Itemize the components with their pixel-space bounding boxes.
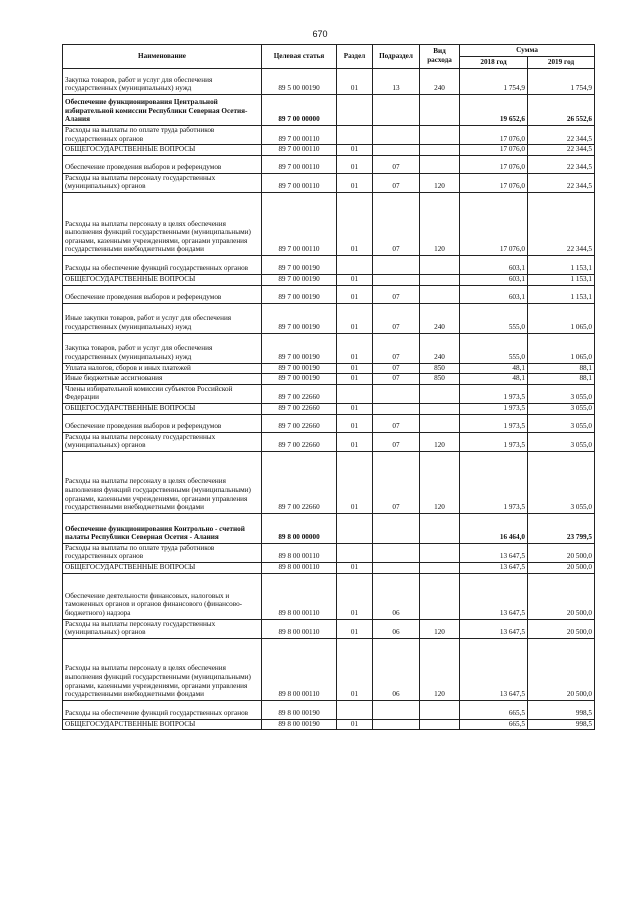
- cell-name: Обеспечение функционирования Контрольно - счетной палаты Республики Северная Осетия - Алания: [63, 513, 262, 543]
- table-row: [63, 619, 595, 638]
- cell-name: Уплата налогов, сборов и иных платежей: [63, 363, 262, 374]
- cell-subsection: 07: [373, 374, 420, 385]
- cell-expense-type: [420, 573, 460, 619]
- table-row: [63, 333, 595, 363]
- cell-2018: 1 973,5: [460, 384, 528, 403]
- cell-subsection: 06: [373, 619, 420, 638]
- cell-subsection: 07: [373, 333, 420, 363]
- table-row: [63, 451, 595, 513]
- cell-2019: 20 500,0: [528, 638, 595, 700]
- cell-subsection: [373, 274, 420, 285]
- cell-2018: 1 754,9: [460, 69, 528, 95]
- cell-target: 89 7 00 22660: [262, 403, 337, 414]
- cell-name: Расходы на выплаты персоналу в целях обеспечения выполнения функций государственными (муниципальными) органами, казенными учреждениями, органами управления государственными внебюджетными фондами: [63, 451, 262, 513]
- cell-2019: 998,5: [528, 719, 595, 730]
- cell-target: 89 8 00 00110: [262, 543, 337, 562]
- table-row: [63, 573, 595, 619]
- table-row: [63, 155, 595, 173]
- cell-section: 01: [337, 432, 373, 451]
- cell-section: [337, 126, 373, 145]
- cell-2019: 88,1: [528, 363, 595, 374]
- cell-subsection: 07: [373, 432, 420, 451]
- cell-2019: 20 500,0: [528, 543, 595, 562]
- table-row: [63, 384, 595, 403]
- cell-subsection: 07: [373, 285, 420, 303]
- cell-subsection: 06: [373, 573, 420, 619]
- cell-target: 89 8 00 00110: [262, 573, 337, 619]
- cell-expense-type: [420, 719, 460, 730]
- cell-target: 89 7 00 00190: [262, 374, 337, 385]
- cell-expense-type: [420, 95, 460, 126]
- cell-2019: 1 065,0: [528, 333, 595, 363]
- cell-target: 89 7 00 00190: [262, 274, 337, 285]
- cell-expense-type: [420, 145, 460, 156]
- cell-2018: 17 076,0: [460, 192, 528, 255]
- table-row: [63, 638, 595, 700]
- cell-target: 89 5 00 00190: [262, 69, 337, 95]
- header-name: Наименование: [63, 45, 262, 69]
- cell-section: 01: [337, 638, 373, 700]
- cell-target: 89 8 00 00110: [262, 619, 337, 638]
- cell-expense-type: 850: [420, 374, 460, 385]
- cell-name: ОБЩЕГОСУДАРСТВЕННЫЕ ВОПРОСЫ: [63, 719, 262, 730]
- table-row: [63, 95, 595, 126]
- cell-2019: 22 344,5: [528, 155, 595, 173]
- cell-2018: 13 647,5: [460, 638, 528, 700]
- cell-expense-type: 120: [420, 173, 460, 192]
- cell-2018: 48,1: [460, 363, 528, 374]
- cell-expense-type: 240: [420, 303, 460, 333]
- cell-2019: 3 055,0: [528, 414, 595, 432]
- cell-2019: 1 153,1: [528, 255, 595, 274]
- table-row: [63, 700, 595, 719]
- cell-expense-type: [420, 126, 460, 145]
- cell-subsection: 07: [373, 414, 420, 432]
- cell-expense-type: [420, 155, 460, 173]
- cell-subsection: 07: [373, 155, 420, 173]
- cell-subsection: 07: [373, 363, 420, 374]
- cell-section: 01: [337, 192, 373, 255]
- cell-2019: 998,5: [528, 700, 595, 719]
- cell-name: Обеспечение деятельности финансовых, налоговых и таможенных органов и органов финансового (финансово-бюджетного) надзора: [63, 573, 262, 619]
- cell-target: 89 7 00 00110: [262, 155, 337, 173]
- cell-2018: 17 076,0: [460, 173, 528, 192]
- cell-name: Расходы на выплаты персоналу в целях обеспечения выполнения функций государственными (муниципальными) органами, казенными учреждениями, органами управления государственными внебюджетными фондами: [63, 638, 262, 700]
- cell-expense-type: 120: [420, 619, 460, 638]
- budget-table: [62, 44, 595, 730]
- cell-target: 89 8 00 00190: [262, 719, 337, 730]
- cell-section: 01: [337, 363, 373, 374]
- cell-2019: 3 055,0: [528, 432, 595, 451]
- cell-subsection: [373, 145, 420, 156]
- table-row: [63, 432, 595, 451]
- cell-2018: 555,0: [460, 333, 528, 363]
- cell-2019: 1 153,1: [528, 285, 595, 303]
- cell-target: 89 7 00 22660: [262, 414, 337, 432]
- cell-subsection: [373, 255, 420, 274]
- cell-2018: 1 973,5: [460, 403, 528, 414]
- cell-subsection: [373, 719, 420, 730]
- cell-section: 01: [337, 173, 373, 192]
- cell-subsection: [373, 513, 420, 543]
- cell-2018: 1 973,5: [460, 414, 528, 432]
- cell-2019: 20 500,0: [528, 619, 595, 638]
- cell-target: 89 8 00 00110: [262, 638, 337, 700]
- cell-expense-type: [420, 513, 460, 543]
- table-row: [63, 285, 595, 303]
- cell-2019: 3 055,0: [528, 384, 595, 403]
- table-row: [63, 543, 595, 562]
- cell-2019: 20 500,0: [528, 573, 595, 619]
- cell-2019: 88,1: [528, 374, 595, 385]
- cell-section: [337, 255, 373, 274]
- cell-expense-type: [420, 414, 460, 432]
- cell-expense-type: 120: [420, 432, 460, 451]
- cell-name: Закупка товаров, работ и услуг для обеспечения государственных (муниципальных) нужд: [63, 69, 262, 95]
- cell-subsection: [373, 384, 420, 403]
- cell-2019: 22 344,5: [528, 145, 595, 156]
- cell-2018: 665,5: [460, 700, 528, 719]
- cell-section: 01: [337, 451, 373, 513]
- cell-2018: 1 973,5: [460, 432, 528, 451]
- cell-target: 89 8 00 00110: [262, 562, 337, 573]
- cell-section: 01: [337, 414, 373, 432]
- cell-expense-type: [420, 543, 460, 562]
- cell-name: Члены избирательной комиссии субъектов Российской Федерации: [63, 384, 262, 403]
- cell-name: ОБЩЕГОСУДАРСТВЕННЫЕ ВОПРОСЫ: [63, 145, 262, 156]
- cell-expense-type: [420, 562, 460, 573]
- cell-target: 89 7 00 00110: [262, 126, 337, 145]
- cell-2018: 603,1: [460, 285, 528, 303]
- cell-name: Расходы на выплаты по оплате труда работников государственных органов: [63, 543, 262, 562]
- cell-2018: 17 076,0: [460, 145, 528, 156]
- table-row: [63, 274, 595, 285]
- table-row: [63, 363, 595, 374]
- cell-name: Расходы на обеспечение функций государственных органов: [63, 700, 262, 719]
- cell-subsection: 07: [373, 173, 420, 192]
- cell-target: 89 7 00 22660: [262, 432, 337, 451]
- cell-target: 89 7 00 22660: [262, 384, 337, 403]
- cell-name: ОБЩЕГОСУДАРСТВЕННЫЕ ВОПРОСЫ: [63, 403, 262, 414]
- header-year-2018: 2018 год: [460, 57, 528, 69]
- table-body: [63, 69, 595, 730]
- cell-expense-type: 240: [420, 69, 460, 95]
- cell-2019: 22 344,5: [528, 192, 595, 255]
- cell-expense-type: [420, 403, 460, 414]
- cell-target: 89 7 00 00110: [262, 192, 337, 255]
- cell-target: 89 7 00 00000: [262, 95, 337, 126]
- cell-subsection: [373, 562, 420, 573]
- cell-section: 01: [337, 69, 373, 95]
- cell-section: 01: [337, 285, 373, 303]
- cell-expense-type: 850: [420, 363, 460, 374]
- cell-subsection: [373, 403, 420, 414]
- cell-name: Расходы на выплаты персоналу государственных (муниципальных) органов: [63, 173, 262, 192]
- cell-name: Иные бюджетные ассигнования: [63, 374, 262, 385]
- cell-section: 01: [337, 374, 373, 385]
- cell-2019: 22 344,5: [528, 173, 595, 192]
- cell-expense-type: [420, 255, 460, 274]
- table-row: [63, 255, 595, 274]
- cell-subsection: [373, 95, 420, 126]
- header-section: Раздел: [337, 45, 373, 69]
- cell-section: 01: [337, 274, 373, 285]
- cell-name: Расходы на выплаты персоналу государственных (муниципальных) органов: [63, 432, 262, 451]
- cell-subsection: [373, 126, 420, 145]
- cell-2018: 13 647,5: [460, 562, 528, 573]
- cell-target: 89 8 00 00190: [262, 700, 337, 719]
- cell-2018: 19 652,6: [460, 95, 528, 126]
- cell-expense-type: 120: [420, 638, 460, 700]
- header-subsection: Подраздел: [373, 45, 420, 69]
- cell-name: Расходы на выплаты по оплате труда работников государственных органов: [63, 126, 262, 145]
- cell-name: Обеспечение проведения выборов и референдумов: [63, 414, 262, 432]
- table-row: [63, 414, 595, 432]
- cell-2019: 3 055,0: [528, 451, 595, 513]
- cell-2019: 22 344,5: [528, 126, 595, 145]
- cell-2018: 603,1: [460, 255, 528, 274]
- cell-subsection: 06: [373, 638, 420, 700]
- cell-2018: 665,5: [460, 719, 528, 730]
- table-row: [63, 303, 595, 333]
- cell-name: ОБЩЕГОСУДАРСТВЕННЫЕ ВОПРОСЫ: [63, 274, 262, 285]
- cell-target: 89 7 00 00190: [262, 333, 337, 363]
- cell-section: 01: [337, 619, 373, 638]
- cell-2019: 3 055,0: [528, 403, 595, 414]
- cell-section: 01: [337, 333, 373, 363]
- cell-name: Расходы на выплаты персоналу государственных (муниципальных) органов: [63, 619, 262, 638]
- cell-target: 89 7 00 00110: [262, 145, 337, 156]
- cell-target: 89 7 00 00190: [262, 285, 337, 303]
- cell-section: [337, 700, 373, 719]
- cell-2018: 1 973,5: [460, 451, 528, 513]
- cell-2018: 555,0: [460, 303, 528, 333]
- cell-expense-type: [420, 285, 460, 303]
- cell-section: [337, 95, 373, 126]
- cell-subsection: [373, 543, 420, 562]
- table-row: [63, 374, 595, 385]
- cell-expense-type: 120: [420, 451, 460, 513]
- cell-section: 01: [337, 403, 373, 414]
- cell-2018: 603,1: [460, 274, 528, 285]
- table-row: [63, 69, 595, 95]
- cell-section: [337, 384, 373, 403]
- cell-subsection: 07: [373, 192, 420, 255]
- header-year-2019: 2019 год: [528, 57, 595, 69]
- cell-section: 01: [337, 573, 373, 619]
- cell-2018: 17 076,0: [460, 126, 528, 145]
- header-target: Целевая статья: [262, 45, 337, 69]
- cell-2018: 13 647,5: [460, 573, 528, 619]
- table-row: [63, 145, 595, 156]
- cell-2019: 1 153,1: [528, 274, 595, 285]
- cell-expense-type: [420, 384, 460, 403]
- page-number: 670: [312, 29, 328, 39]
- cell-expense-type: [420, 700, 460, 719]
- cell-section: 01: [337, 562, 373, 573]
- cell-target: 89 7 00 22660: [262, 451, 337, 513]
- table-row: [63, 173, 595, 192]
- cell-section: [337, 543, 373, 562]
- cell-section: 01: [337, 303, 373, 333]
- cell-target: 89 7 00 00190: [262, 303, 337, 333]
- cell-target: 89 7 00 00110: [262, 173, 337, 192]
- cell-name: ОБЩЕГОСУДАРСТВЕННЫЕ ВОПРОСЫ: [63, 562, 262, 573]
- cell-section: 01: [337, 145, 373, 156]
- table-row: [63, 513, 595, 543]
- cell-2019: 23 799,5: [528, 513, 595, 543]
- table-row: [63, 562, 595, 573]
- cell-section: 01: [337, 155, 373, 173]
- cell-expense-type: [420, 274, 460, 285]
- cell-2018: 17 076,0: [460, 155, 528, 173]
- cell-2018: 13 647,5: [460, 619, 528, 638]
- cell-expense-type: 120: [420, 192, 460, 255]
- cell-subsection: 07: [373, 451, 420, 513]
- cell-name: Иные закупки товаров, работ и услуг для обеспечения государственных (муниципальных) нужд: [63, 303, 262, 333]
- cell-subsection: [373, 700, 420, 719]
- cell-section: [337, 513, 373, 543]
- cell-2018: 13 647,5: [460, 543, 528, 562]
- cell-name: Расходы на выплаты персоналу в целях обеспечения выполнения функций государственными (муниципальными) органами, казенными учреждениями, органами управления государственными внебюджетными фондами: [63, 192, 262, 255]
- table-row: [63, 403, 595, 414]
- cell-2019: 1 065,0: [528, 303, 595, 333]
- table-row: [63, 126, 595, 145]
- table-row: [63, 719, 595, 730]
- cell-2019: 20 500,0: [528, 562, 595, 573]
- header-expense-type: Вид расхода: [420, 45, 460, 69]
- table-row: [63, 192, 595, 255]
- cell-2019: 26 552,6: [528, 95, 595, 126]
- cell-expense-type: 240: [420, 333, 460, 363]
- cell-target: 89 7 00 00190: [262, 363, 337, 374]
- cell-name: Обеспечение функционирования Центральной избирательной комиссии Республики Северная Осетия-Алания: [63, 95, 262, 126]
- cell-name: Обеспечение проведения выборов и референдумов: [63, 285, 262, 303]
- cell-2018: 16 464,0: [460, 513, 528, 543]
- cell-subsection: 07: [373, 303, 420, 333]
- cell-2018: 48,1: [460, 374, 528, 385]
- cell-subsection: 13: [373, 69, 420, 95]
- cell-2019: 1 754,9: [528, 69, 595, 95]
- cell-name: Закупка товаров, работ и услуг для обеспечения государственных (муниципальных) нужд: [63, 333, 262, 363]
- cell-target: 89 7 00 00190: [262, 255, 337, 274]
- cell-name: Расходы на обеспечение функций государственных органов: [63, 255, 262, 274]
- cell-name: Обеспечение проведения выборов и референдумов: [63, 155, 262, 173]
- header-sum: Сумма: [460, 45, 595, 57]
- cell-target: 89 8 00 00000: [262, 513, 337, 543]
- cell-section: 01: [337, 719, 373, 730]
